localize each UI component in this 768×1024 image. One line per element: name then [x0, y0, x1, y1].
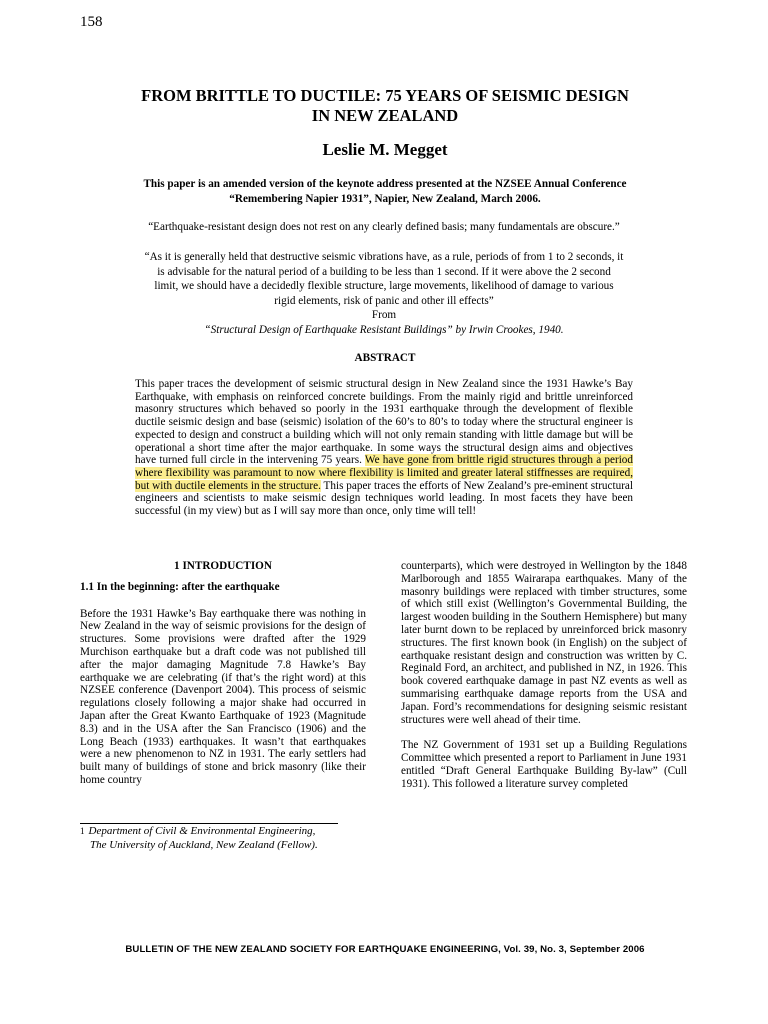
quote-source-title: “Structural Design of Earthquake Resistant Buildings” by Irwin Crookes, 1940. [204, 323, 564, 336]
abstract-text-end: This paper traces the efforts of New Zealand’s pre-eminent structural engineers and scientists to make seismic design techniques world leading. In most facets they have been successful (in my view) but as I will say more than once, only time will tell! [135, 479, 633, 518]
footnote [80, 825, 380, 852]
journal-footer: BULLETIN OF THE NEW ZEALAND SOCIETY FOR EARTHQUAKE ENGINEERING, Vol. 39, No. 3, September 2006 [125, 944, 645, 955]
footnote-text-1: Department of Civil & Environmental Engineering, [88, 825, 316, 837]
quote-2-line-1: “As it is generally held that destructive seismic vibrations have, as a rule, periods of from 1 to 2 seconds, it [144, 251, 624, 263]
title-line-2: IN NEW ZEALAND [311, 106, 459, 125]
quote-2-line-4: rigid elements, risk of panic and other ill effects” [274, 294, 494, 307]
quote-2-line-2: is advisable for the natural period of a building to be less than 1 second. If it were above the 2 second [157, 265, 611, 278]
footnote-line-2: The University of Auckland, New Zealand (Fellow). [90, 838, 318, 851]
epigraph-quote-1: “Earthquake-resistant design does not rest on any clearly defined basis; many fundamentals are obscure.” [148, 221, 620, 233]
section-heading: 1 INTRODUCTION [174, 560, 272, 572]
abstract-body [135, 378, 633, 518]
left-column [80, 558, 366, 787]
footnote-marker: 1 [80, 826, 85, 836]
right-column [401, 560, 687, 791]
footnote-divider [80, 823, 338, 824]
footnote-line-1 [80, 825, 380, 839]
author-name: Leslie M. Megget [322, 140, 448, 159]
abstract-heading: ABSTRACT [354, 352, 416, 364]
subsection-heading: 1.1 In the beginning: after the earthquake [80, 580, 280, 593]
note-line-1: This paper is an amended version of the keynote address presented at the NZSEE Annual Conference [143, 178, 627, 190]
title-line-1: FROM BRITTLE TO DUCTILE: 75 YEARS OF SEISMIC DESIGN [141, 86, 629, 105]
abstract-text-start: This paper traces the development of seismic structural design in New Zealand since the 1931 Hawke’s Bay Earthquake, with emphasis on reinforced concrete buildings. From the mainly rigid and brittle unreinforced masonry structures which behaved so poorly in the 1931 earthquake through the development of flexible ductile seismic design and base (seismic) isolation of the 60’s to 80’s to today where the structural engineer is expected to design and construct a building which will not only remain standing with little damage but will be operational a short time after the major earthquake. In some ways the structural design aims and objectives have turned full circle in the intervening 75 years. [135, 378, 633, 467]
note-line-2: “Remembering Napier 1931”, Napier, New Zealand, March 2006. [229, 193, 541, 205]
quote-source [120, 308, 648, 337]
conference-note [60, 177, 710, 207]
epigraph-quote-2 [120, 250, 648, 337]
right-paragraph-1: counterparts), which were destroyed in Wellington by the 1848 Marlborough and 1855 Wairarapa earthquakes. Many of the masonry buildings were replaced with timber structures, some of which still exist (Wellington’s Governmental Building, the largest wooden building in the Southern Hemisphere) but many later burnt down to be replaced by unreinforced brick masonry structures. The first known book (in English) on the subject of earthquake resistant design and construction was written by C. Reginald Ford, an architect, and published in NZ, in 1926. This book covered earthquake damage in past NZ events as well as summarising earthquake damage reports from the USA and Japan. Ford’s recommendations for designing seismic resistant structures were well ahead of their time. [401, 560, 687, 726]
paper-title [60, 86, 710, 126]
quote-2-line-3: limit, we should have a decidedly flexible structure, large movements, likelihood of damage to various [154, 280, 614, 292]
intro-paragraph: Before the 1931 Hawke’s Bay earthquake there was nothing in New Zealand in the way of seismic provisions for the design of structures. Some provisions were drafted after the 1929 Murchison earthquake but a draft code was not published till after the major damaging Magnitude 7.8 Hawke’s Bay earthquake we are celebrating (if that’s the right word) at this NZSEE conference (Davenport 2004). This process of seismic regulations closely following a major shake had occurred in Japan after the Great Kwanto Earthquake of 1923 (Magnitude 8.3) and in the USA after the San Francisco (1906) and the Long Beach (1933) earthquakes. It wasn’t that earthquakes were a new phenomenon to NZ in 1931. The early settlers had built many of buildings of stone and brick masonry (like their home country [80, 607, 366, 786]
abstract-highlighted-text: We have gone from brittle rigid structures through a period where flexibility was paramount to now where flexibility is limited and greater lateral stiffnesses are required, but with ductile elements in the structure. [135, 454, 633, 492]
right-paragraph-2: The NZ Government of 1931 set up a Building Regulations Committee which presented a report to Parliament in June 1931 entitled “Draft General Earthquake Building By-law” (Cull 1931). This followed a literature survey completed [401, 739, 687, 790]
page-number: 158 [80, 14, 103, 30]
quote-source-prefix: From [371, 309, 397, 321]
